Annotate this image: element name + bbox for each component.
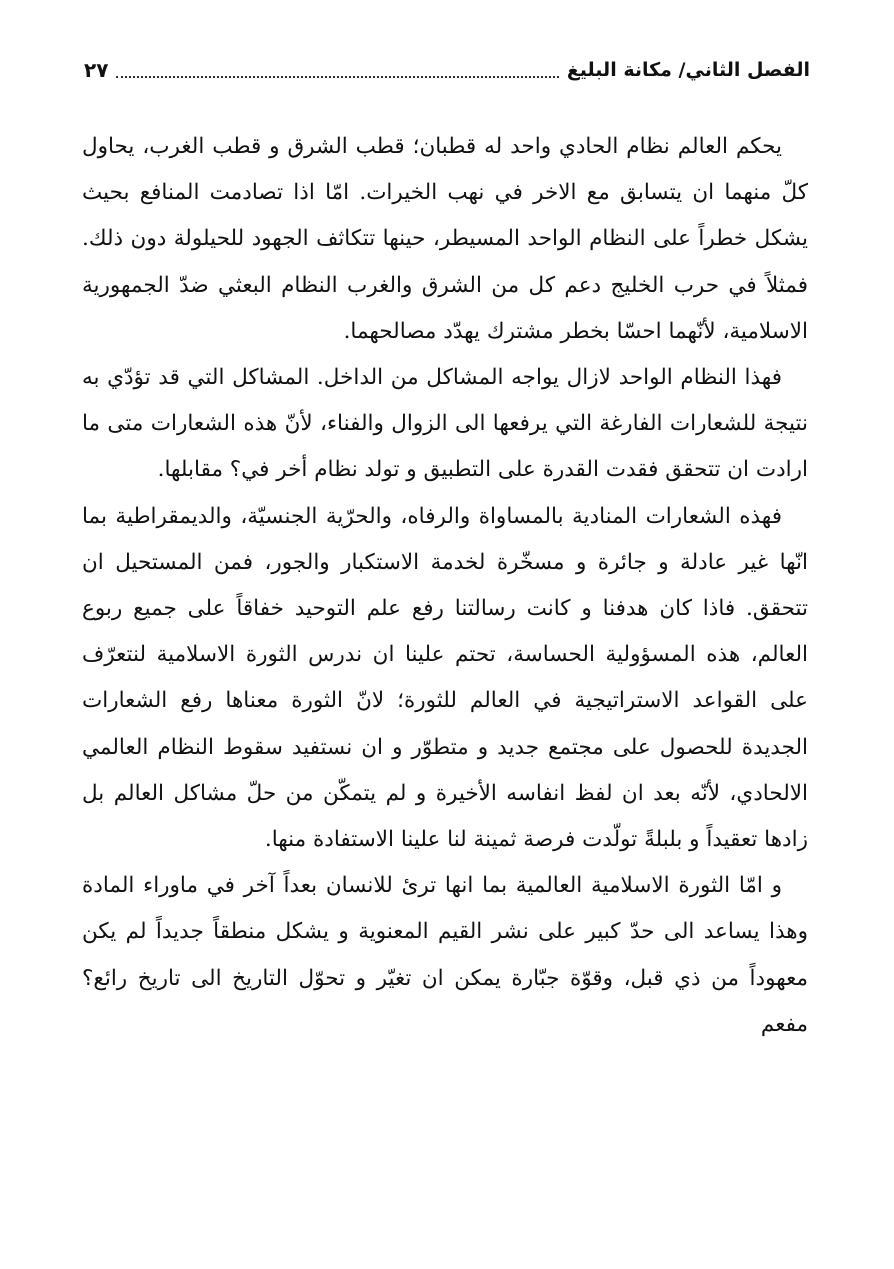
page-number: ٢٧ <box>84 58 109 82</box>
dotted-leader <box>116 62 558 78</box>
paragraph-2: فهذا النظام الواحد لازال يواجه المشاكل من الداخل. المشاكل التي قد تؤدّي به نتيجة للشعارات الفارغة التي يرفعها الى الزوال والفناء، لأنّ هذه الشعارات متى ما ارادت ان تتحقق فقدت القدرة على التطبيق و تولد نظام أخر في؟ مقابلها. <box>82 365 808 483</box>
chapter-title: الفصل الثاني/ مكانة البليغ <box>566 59 810 81</box>
paragraph-4: و امّا الثورة الاسلامية العالمية بما انها ترئ للانسان بعداً آخر في ماوراء المادة وهذا يساعد الى حدّ كبير على نشر القيم المعنوية و يشكل منطقاً جديداً لم يكن معهوداً من ذي قبل، وقوّة جبّارة يمكن ان تغيّر و تحوّل التاريخ الى تاريخ رائع؟ مفعم <box>82 873 808 1037</box>
body-text <box>82 124 808 1048</box>
paragraph-3: فهذه الشعارات المنادية بالمساواة والرفاه، والحرّية الجنسيّة، والديمقراطية بما انّها غير عادلة و جائرة و مسخّرة لخدمة الاستكبار والجور، فمن المستحيل ان تتحقق. فاذا كان هدفنا و كانت رسالتنا رفع علم التوحيد خفاقاً على جميع ربوع العالم، هذه المسؤولية الحساسة، تحتم علينا ان ندرس الثورة الاسلامية لنتعرّف على القواعد الاستراتيجية في العالم للثورة؛ لانّ الثورة معناها رفع الشعارات الجديدة للحصول على مجتمع جديد و متطوّر و ان نستفيد سقوط النظام العالمي الالحادي، لأنّه بعد ان لفظ انفاسه الأخيرة و لم يتمكّن من حلّ مشاكل العالم بل زادها تعقيداً و بلبلةً تولّدت فرصة ثمينة لنا علينا الاستفادة منها. <box>82 503 808 853</box>
running-header <box>84 52 810 88</box>
paragraph-1: يحكم العالم نظام الحادي واحد له قطبان؛ قطب الشرق و قطب الغرب، يحاول كلّ منهما ان يتسابق مع الاخر في نهب الخيرات. امّا اذا تصادمت المنافع بحيث يشكل خطراً على النظام الواحد المسيطر، حينها تتكاثف الجهود للحيلولة دون ذلك. فمثلاً في حرب الخليج دعم كل من الشرق والغرب النظام البعثي ضدّ الجمهورية الاسلامية، لأنّهما احسّا بخطر مشترك يهدّد مصالحهما. <box>82 134 808 344</box>
